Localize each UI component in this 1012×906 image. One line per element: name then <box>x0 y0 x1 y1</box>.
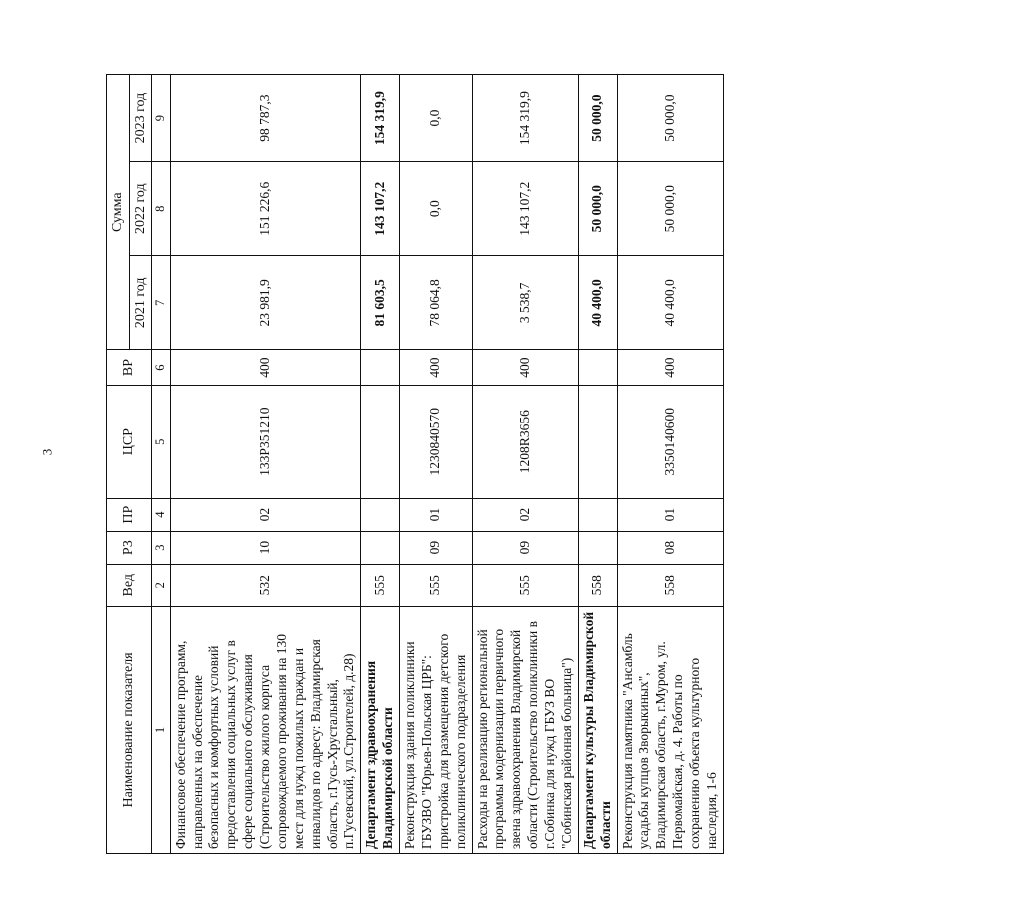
row-rz <box>578 531 617 564</box>
row-2022: 143 107,2 <box>472 162 578 256</box>
row-csr <box>361 385 400 498</box>
row-ved: 555 <box>361 564 400 606</box>
table-row <box>617 75 723 854</box>
table-row <box>578 75 617 854</box>
col-number: 5 <box>152 385 171 498</box>
row-name: Департамент культуры Владимирской области <box>578 606 617 853</box>
col-number: 6 <box>152 350 171 385</box>
col-number: 7 <box>152 256 171 350</box>
row-name: Расходы на реализацию региональной программы модернизации первичного звена здравоохранения Владимирской области (Строительство поликлиники в г.Собинка для нужд ГБУЗ ВО "Собинская районная больница") <box>472 606 578 853</box>
budget-table-container <box>106 0 719 906</box>
row-2021: 3 538,7 <box>472 256 578 350</box>
header-pr: ПР <box>107 498 152 531</box>
row-2022: 143 107,2 <box>361 162 400 256</box>
row-2023: 0,0 <box>400 75 473 162</box>
col-number: 9 <box>152 75 171 162</box>
table-row <box>361 75 400 854</box>
table-row <box>400 75 473 854</box>
header-sum: Сумма <box>107 75 130 350</box>
col-number: 3 <box>152 531 171 564</box>
col-number: 8 <box>152 162 171 256</box>
row-2022: 0,0 <box>400 162 473 256</box>
header-ved: Вед <box>107 564 152 606</box>
row-ved: 558 <box>578 564 617 606</box>
row-pr: 01 <box>617 498 723 531</box>
row-2021: 40 400,0 <box>617 256 723 350</box>
row-2021: 40 400,0 <box>578 256 617 350</box>
row-pr <box>361 498 400 531</box>
row-pr: 02 <box>472 498 578 531</box>
row-csr <box>578 385 617 498</box>
header-2022: 2022 год <box>129 162 152 256</box>
row-2021: 81 603,5 <box>361 256 400 350</box>
row-2023: 50 000,0 <box>578 75 617 162</box>
header-name: Наименование показателя <box>107 606 152 853</box>
row-rz: 08 <box>617 531 723 564</box>
col-number: 2 <box>152 564 171 606</box>
col-number: 4 <box>152 498 171 531</box>
header-2021: 2021 год <box>129 256 152 350</box>
row-vr: 400 <box>472 350 578 385</box>
header-2023: 2023 год <box>129 75 152 162</box>
row-rz: 10 <box>170 531 361 564</box>
row-rz: 09 <box>472 531 578 564</box>
row-rz <box>361 531 400 564</box>
column-numbers-row <box>152 75 171 854</box>
row-vr <box>361 350 400 385</box>
header-csr: ЦСР <box>107 385 152 498</box>
row-2023: 154 319,9 <box>472 75 578 162</box>
row-csr: 1230840570 <box>400 385 473 498</box>
budget-table <box>106 74 724 854</box>
row-name: Реконструкция памятника "Ансамбль усадьбы купцов Зворыкиных", Владимирская область, г.Муром, ул. Первомайская, д. 4. Работы по сохранению объекта культурного наследия, 1-6 <box>617 606 723 853</box>
row-2021: 23 981,9 <box>170 256 361 350</box>
col-number: 1 <box>152 606 171 853</box>
row-2022: 50 000,0 <box>578 162 617 256</box>
row-2021: 78 064,8 <box>400 256 473 350</box>
row-rz: 09 <box>400 531 473 564</box>
row-vr <box>578 350 617 385</box>
row-name: Финансовое обеспечение программ, направленных на обеспечение безопасных и комфортных условий предоставления социальных услуг в сфере социального обслуживания (Строительство жилого корпуса сопровождаемого проживания на 130 мест для нужд пожилых граждан и инвалидов по адресу: Владимирская область, г.Гусь-Хрустальный, п.Гусевский, ул.Строителей, д.28) <box>170 606 361 853</box>
table-row <box>472 75 578 854</box>
row-vr: 400 <box>400 350 473 385</box>
row-csr: 1208R3656 <box>472 385 578 498</box>
table-row <box>170 75 361 854</box>
row-2023: 98 787,3 <box>170 75 361 162</box>
header-vr: ВР <box>107 350 152 385</box>
header-rz: РЗ <box>107 531 152 564</box>
row-pr: 02 <box>170 498 361 531</box>
row-name: Департамент здравоохранения Владимирской области <box>361 606 400 853</box>
row-2023: 50 000,0 <box>617 75 723 162</box>
row-2022: 151 226,6 <box>170 162 361 256</box>
page-number: 3 <box>39 448 55 456</box>
row-csr: 3350140600 <box>617 385 723 498</box>
row-pr <box>578 498 617 531</box>
row-ved: 555 <box>400 564 473 606</box>
row-ved: 555 <box>472 564 578 606</box>
row-name: Реконструкция здания поликлиники ГБУЗВО "Юрьев-Польская ЦРБ": пристройка для размещения детского поликлинического подразделения <box>400 606 473 853</box>
row-csr: 133P351210 <box>170 385 361 498</box>
row-2022: 50 000,0 <box>617 162 723 256</box>
row-2023: 154 319,9 <box>361 75 400 162</box>
row-ved: 532 <box>170 564 361 606</box>
row-vr: 400 <box>170 350 361 385</box>
row-pr: 01 <box>400 498 473 531</box>
row-vr: 400 <box>617 350 723 385</box>
row-ved: 558 <box>617 564 723 606</box>
